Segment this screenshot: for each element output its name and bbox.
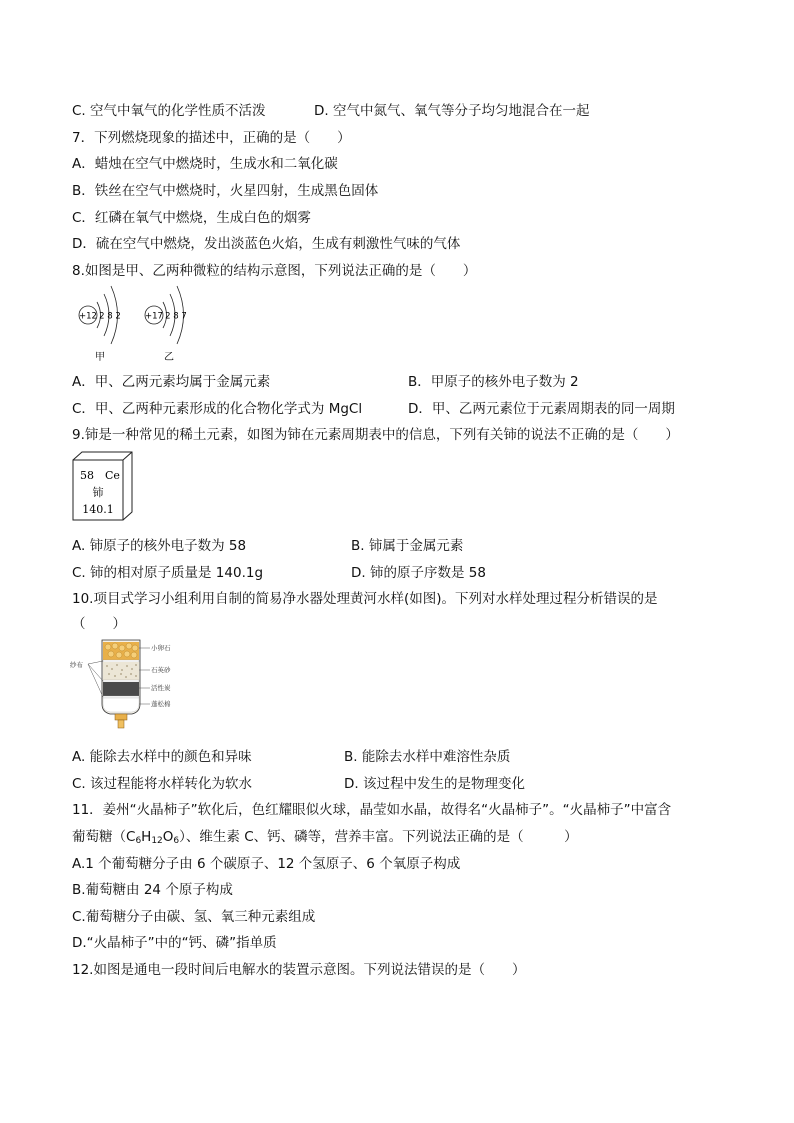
q11-option-a: A.1 个葡萄糖分子由 6 个碳原子、12 个氢原子、6 个氧原子构成 xyxy=(72,856,461,872)
q10-stem-blank: （ ） xyxy=(72,616,126,632)
activated-carbon-layer xyxy=(103,682,139,696)
q9-option-b: B. 铈属于金属元素 xyxy=(351,538,464,554)
particle-b-label: 乙 xyxy=(164,352,174,363)
atom-structure-diagram xyxy=(70,280,210,366)
q7-option-a: A．蜡烛在空气中燃烧时，生成水和二氧化碳 xyxy=(72,156,338,172)
q10-option-a: A. 能除去水样中的颜色和异味 xyxy=(72,749,252,765)
nucleus-a-charge: +12 xyxy=(79,311,97,322)
q10-option-c: C. 该过程能将水样转化为软水 xyxy=(72,776,253,792)
electron-counts-a: 2 8 2 xyxy=(99,311,121,322)
q11-stem: 11．姜州“火晶柿子”软化后，色红耀眼似火球，晶莹如水晶，故得名“火晶柿子”。“火晶柿子”中富含 xyxy=(72,802,672,818)
outlet xyxy=(118,720,124,728)
q12-stem: 12.如图是通电一段时间后电解水的装置示意图。下列说法错误的是（ ） xyxy=(72,962,526,978)
water-filter-diagram xyxy=(70,634,190,738)
q10-stem: 10.项目式学习小组利用自制的简易净水器处理黄河水样(如图)。下列对水样处理过程分析错误的是 xyxy=(72,591,658,607)
q10-option-b: B. 能除去水样中难溶性杂质 xyxy=(344,749,511,765)
label-pebble: 小卵石 xyxy=(151,644,171,652)
q11-option-d: D.“火晶柿子”中的“钙、磷”指单质 xyxy=(72,935,277,951)
element-symbol: Ce xyxy=(105,469,120,482)
q9-option-c: C. 铈的相对原子质量是 140.1g xyxy=(72,565,264,581)
label-gauze: 纱布 xyxy=(70,661,83,669)
particle-a xyxy=(79,286,121,363)
q7-option-b: B．铁丝在空气中燃烧时，火星四射，生成黑色固体 xyxy=(72,183,379,199)
nucleus-b-charge: +17 xyxy=(145,311,163,322)
label-cotton: 蓬松棉 xyxy=(151,700,171,708)
q7-option-d: D．硫在空气中燃烧，发出淡蓝色火焰，生成有刺激性气味的气体 xyxy=(72,236,461,252)
element-h: H xyxy=(141,829,152,845)
quartz-sand-layer xyxy=(103,662,139,680)
q9-option-a: A. 铈原子的核外电子数为 58 xyxy=(72,538,247,554)
q8-option-b: B．甲原子的核外电子数为 2 xyxy=(408,374,579,390)
q9-option-d: D. 铈的原子序数是 58 xyxy=(351,565,486,581)
q8-stem: 8.如图是甲、乙两种微粒的结构示意图，下列说法正确的是（ ） xyxy=(72,263,477,279)
q7-option-c: C．红磷在氧气中燃烧，生成白色的烟雾 xyxy=(72,210,311,226)
q11-option-c: C.葡萄糖分子由碳、氢、氧三种元素组成 xyxy=(72,909,316,925)
q8-option-d: D．甲、乙两元素位于元素周期表的同一周期 xyxy=(408,401,675,417)
q11-text: 葡萄糖（C xyxy=(72,829,136,845)
label-carbon: 活性炭 xyxy=(151,684,171,692)
q11-stem-line2 xyxy=(72,828,578,850)
atomic-mass: 140.1 xyxy=(82,503,114,516)
q10-option-d: D. 该过程中发生的是物理变化 xyxy=(344,776,525,792)
cotton-layer xyxy=(103,698,139,712)
subscript: 6 xyxy=(135,836,142,846)
cell-3d-edge xyxy=(123,452,132,460)
element-name: 铈 xyxy=(92,486,104,499)
q6-option-d: D. 空气中氮气、氧气等分子均匀地混合在一起 xyxy=(314,103,590,119)
electron-counts-b: 2 8 7 xyxy=(165,311,187,322)
subscript: 6 xyxy=(173,836,180,846)
subscript: 12 xyxy=(151,836,163,846)
particle-b xyxy=(145,286,187,363)
q8-option-a: A．甲、乙两元素均属于金属元素 xyxy=(72,374,271,390)
q11-option-b: B.葡萄糖由 24 个原子构成 xyxy=(72,882,233,898)
q6-option-c: C. 空气中氧气的化学性质不活泼 xyxy=(72,103,266,119)
element-cell-cerium xyxy=(72,450,134,522)
element-o: O xyxy=(162,829,174,845)
atomic-number: 58 xyxy=(80,469,94,482)
bottle-cap xyxy=(115,714,127,720)
q11-text: ）、维生素 C、钙、磷等，营养丰富。下列说法正确的是（ ） xyxy=(179,829,578,845)
q7-stem: 7．下列燃烧现象的描述中，正确的是（ ） xyxy=(72,130,351,146)
label-quartz: 石英砂 xyxy=(151,666,171,674)
particle-a-label: 甲 xyxy=(95,352,105,363)
q9-stem: 9.铈是一种常见的稀土元素，如图为铈在元素周期表中的信息，下列有关铈的说法不正确的是（ ） xyxy=(72,427,679,443)
q8-option-c: C．甲、乙两种元素形成的化合物化学式为 MgCl xyxy=(72,401,363,417)
